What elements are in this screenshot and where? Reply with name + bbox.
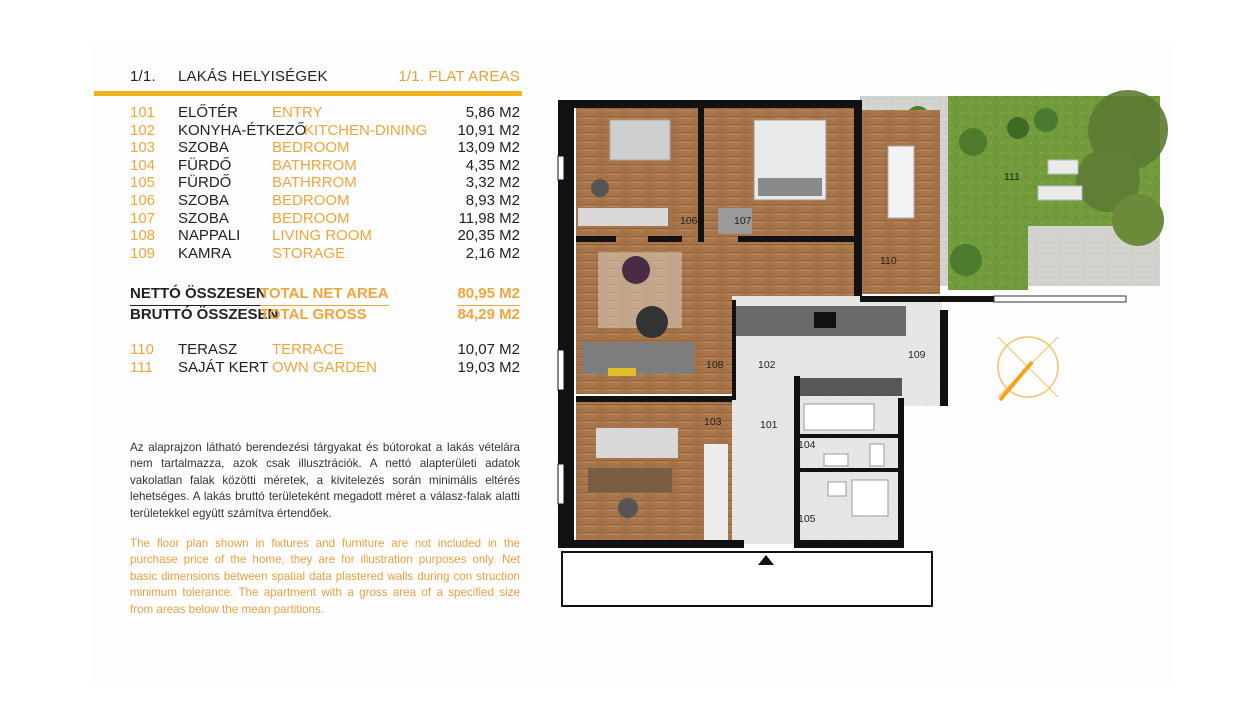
compass-icon <box>998 337 1058 400</box>
shower-105 <box>852 480 888 516</box>
net-total-row <box>130 284 520 304</box>
room-name-hu: FÜRDŐ <box>178 156 232 174</box>
chair-103 <box>618 498 638 518</box>
room-area: 3,32 M2 <box>465 174 520 192</box>
room-label-102: 102 <box>758 359 776 371</box>
room-name-en: BEDROOM <box>272 191 350 209</box>
table-103 <box>588 468 672 492</box>
armchair <box>622 256 650 284</box>
room-label-108: 108 <box>706 359 724 371</box>
table-row <box>130 104 520 122</box>
gross-total-row <box>130 305 520 325</box>
room-area: 10,07 M2 <box>457 341 520 358</box>
room-label-109: 109 <box>908 349 926 361</box>
bed-107-throw <box>758 178 822 196</box>
kitchen-counter <box>798 378 902 396</box>
room-code: 108 <box>130 227 156 245</box>
living-room-floor-ext <box>732 242 860 296</box>
room-label-103: 103 <box>704 416 722 428</box>
room-code: 104 <box>130 156 156 174</box>
table-row <box>130 192 520 210</box>
room-name-hu: SAJÁT KERT <box>178 358 269 376</box>
bed-106 <box>610 120 670 160</box>
wardrobe-103 <box>704 444 728 544</box>
room-label-105: 105 <box>798 513 816 525</box>
room-label-101: 101 <box>760 419 778 431</box>
net-total-label-en: TOTAL NET AREA <box>260 284 389 306</box>
sun-lounger <box>1048 160 1078 174</box>
table-row <box>130 245 520 263</box>
bathtub <box>804 404 874 430</box>
room-area: 13,09 M2 <box>457 139 520 157</box>
room-code: 106 <box>130 191 156 209</box>
outdoor-table <box>130 341 520 376</box>
room-name-hu: ELŐTÉR <box>178 104 239 121</box>
room-name-hu: NAPPALI <box>178 227 241 245</box>
room-area: 10,91 M2 <box>457 121 520 139</box>
room-name-hu: FÜRDŐ <box>178 174 232 192</box>
title-hu: LAKÁS HELYISÉGEK <box>178 68 328 85</box>
desk-103 <box>596 428 678 458</box>
sun-lounger <box>1038 186 1082 200</box>
room-name-en: OWN GARDEN <box>272 358 377 376</box>
sofa-cushion <box>608 368 636 376</box>
room-area: 20,35 M2 <box>457 227 520 245</box>
room-name-en: LIVING ROOM <box>272 227 373 245</box>
room-code: 111 <box>130 358 153 376</box>
room-area: 8,93 M2 <box>465 191 520 209</box>
table-row <box>130 341 520 359</box>
sink-104 <box>824 454 848 466</box>
room-name-en: BATHRROM <box>272 156 357 174</box>
room-label-111: 111 <box>1004 171 1020 183</box>
table-row <box>130 359 520 377</box>
room-code: 109 <box>130 244 156 262</box>
table-row <box>130 174 520 192</box>
room-area: 11,98 M2 <box>458 209 520 227</box>
room-code: 105 <box>130 174 156 192</box>
net-total-label-hu: NETTÓ ÖSSZESEN <box>130 284 267 306</box>
room-name-en: STORAGE <box>272 244 346 262</box>
room-code: 110 <box>130 341 154 358</box>
gross-total-label-en: TOTAL GROSS <box>260 306 367 323</box>
table-row <box>130 227 520 245</box>
disclaimer-hu: Az alaprajzon látható berendezési tárgyakat és bútorokat a lakás vételára nem tartalmazza, azok csak illusztrációk. A nettó alapterületi adatok vakolatlan falak közötti méretek, a kivitelezés során minimális eltérés lehetséges. A lakás bruttó területeként megadott méret a válasz-falak alatti területekkel együtt számítva értendőek. <box>130 441 520 520</box>
room-area: 4,35 M2 <box>465 156 520 174</box>
room-area: 19,03 M2 <box>457 358 520 376</box>
room-name-en: BEDROOM <box>272 209 350 227</box>
room-code: 101 <box>130 104 156 121</box>
room-name-hu: SZOBA <box>178 191 229 209</box>
gross-total-label-hu: BRUTTÓ ÖSSZESEN <box>130 306 279 323</box>
gross-total-value: 84,29 M2 <box>457 306 520 323</box>
room-name-hu: KAMRA <box>178 244 232 262</box>
table-row <box>130 139 520 157</box>
room-name-en: BATHRROM <box>272 174 357 192</box>
room-name-en: KITCHEN-DINING <box>304 121 428 139</box>
room-code: 103 <box>130 139 156 157</box>
room-area: 5,86 M2 <box>465 104 520 121</box>
desk-106 <box>578 208 668 226</box>
room-label-110: 110 <box>880 255 897 267</box>
chair-106 <box>591 179 609 197</box>
terrace-table <box>888 146 914 218</box>
room-name-hu: TERASZ <box>178 341 238 358</box>
sink-105 <box>828 482 846 496</box>
room-label-107: 107 <box>734 215 752 227</box>
table-row <box>130 122 520 140</box>
floor-plan-drawing <box>548 60 1168 620</box>
section-number: 1/1. <box>130 68 156 85</box>
table-row <box>130 157 520 175</box>
room-name-hu: KONYHA-ÉTKEZŐ <box>178 121 307 139</box>
net-total-value: 80,95 M2 <box>457 284 520 306</box>
rooms-table <box>130 104 520 262</box>
room-code: 107 <box>130 209 156 227</box>
room-name-en: BEDROOM <box>272 139 350 157</box>
cooktop <box>814 312 836 328</box>
room-name-hu: SZOBA <box>178 139 229 157</box>
room-name-en: ENTRY <box>272 104 323 121</box>
table-row <box>130 210 520 228</box>
room-label-104: 104 <box>798 439 816 451</box>
toilet-104 <box>870 444 884 466</box>
coffee-table <box>636 306 668 338</box>
disclaimer-en: The floor plan shown in fixtures and furniture are not included in the purchase price of the home, they are for illustration purposes only. Net basic dimensions between spatial data plastered walls during con struction minimum tolerance. The apartment with a gross area of a specified size from areas below the mean partitions. <box>130 537 520 616</box>
header-rule <box>94 91 522 96</box>
room-name-hu: SZOBA <box>178 209 229 227</box>
room-area: 2,16 M2 <box>465 244 520 262</box>
room-label-106: 106 <box>680 215 698 227</box>
sofa <box>582 342 694 374</box>
room-name-en: TERRACE <box>272 341 344 358</box>
title-en: 1/1. FLAT AREAS <box>398 68 520 85</box>
room-code: 102 <box>130 121 156 139</box>
floor-plan <box>548 60 1168 620</box>
